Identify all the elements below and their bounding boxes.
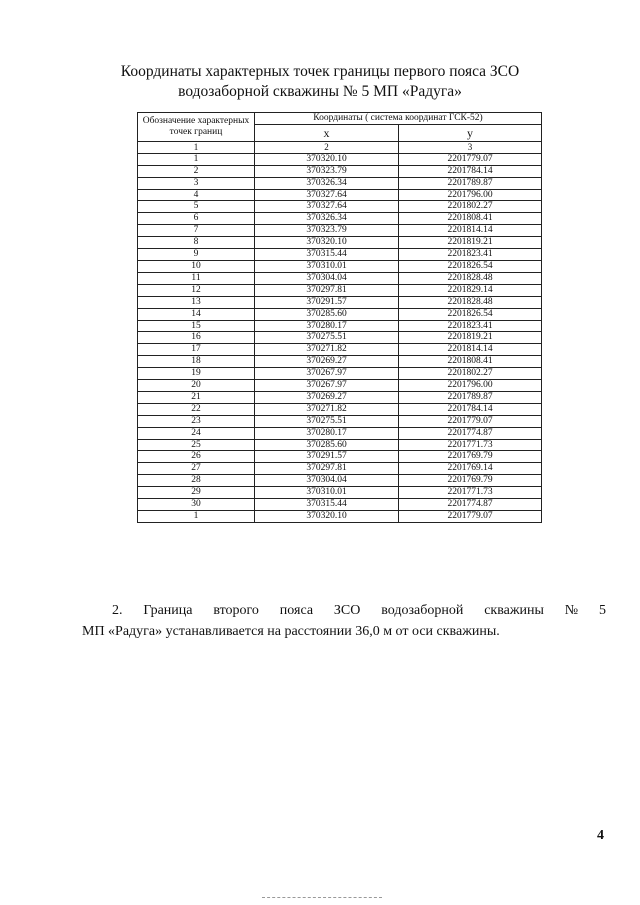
table-row: [138, 249, 542, 261]
x-coordinate-cell: 370275.51: [255, 332, 399, 344]
y-coordinate-cell: 2201769.79: [399, 475, 542, 487]
y-column-header: y: [399, 124, 542, 141]
table-row: [138, 475, 542, 487]
y-coordinate-cell: 2201819.21: [399, 332, 542, 344]
point-number-cell: 17: [138, 344, 255, 356]
y-coordinate-cell: 2201774.87: [399, 499, 542, 511]
x-coordinate-cell: 370267.97: [255, 368, 399, 380]
point-number-cell: 20: [138, 380, 255, 392]
y-coordinate-cell: 2201779.07: [399, 511, 542, 523]
point-number-cell: 8: [138, 237, 255, 249]
point-number-cell: 19: [138, 368, 255, 380]
y-coordinate-cell: 2201774.87: [399, 427, 542, 439]
y-coordinate-cell: 2201814.14: [399, 225, 542, 237]
paragraph-word: 5: [599, 603, 606, 618]
point-number-cell: 22: [138, 403, 255, 415]
point-number-cell: 25: [138, 439, 255, 451]
point-number-cell: 1: [138, 153, 255, 165]
paragraph-word: №: [564, 603, 579, 618]
table-row: [138, 427, 542, 439]
table-row: [138, 189, 542, 201]
y-coordinate-cell: 2201823.41: [399, 320, 542, 332]
paragraph-word: ЗСО: [333, 603, 361, 618]
y-coordinate-cell: 2201828.48: [399, 272, 542, 284]
y-coordinate-cell: 2201808.41: [399, 213, 542, 225]
paragraph-word: скважины: [484, 603, 544, 618]
paragraph-word: Граница: [143, 603, 193, 618]
table-row: [138, 451, 542, 463]
paragraph-line-1: [82, 600, 606, 621]
table-row: [138, 272, 542, 284]
point-number-cell: 23: [138, 415, 255, 427]
x-coordinate-cell: 370327.64: [255, 189, 399, 201]
x-coordinate-cell: 370269.27: [255, 356, 399, 368]
point-number-cell: 12: [138, 284, 255, 296]
y-coordinate-cell: 2201826.54: [399, 260, 542, 272]
table-row: [138, 439, 542, 451]
table-row: [138, 332, 542, 344]
x-coordinate-cell: 370323.79: [255, 225, 399, 237]
point-number-cell: 15: [138, 320, 255, 332]
y-coordinate-cell: 2201814.14: [399, 344, 542, 356]
table-row: [138, 296, 542, 308]
x-coordinate-cell: 370275.51: [255, 415, 399, 427]
point-number-cell: 26: [138, 451, 255, 463]
document-title: [60, 62, 580, 102]
paragraph-word: второго: [213, 603, 259, 618]
paragraph-word: водозаборной: [381, 603, 464, 618]
table-row: [138, 380, 542, 392]
x-coordinate-cell: 370310.01: [255, 260, 399, 272]
x-coordinate-cell: 370327.64: [255, 201, 399, 213]
column-number: 3: [399, 141, 542, 153]
title-line-2: водозаборной скважины № 5 МП «Радуга»: [178, 83, 462, 100]
table-row: [138, 225, 542, 237]
table-row: [138, 391, 542, 403]
point-number-cell: 21: [138, 391, 255, 403]
point-number-cell: 28: [138, 475, 255, 487]
x-coordinate-cell: 370291.57: [255, 296, 399, 308]
table-row: [138, 320, 542, 332]
x-coordinate-cell: 370320.10: [255, 237, 399, 249]
table-row: [138, 177, 542, 189]
table-row: [138, 368, 542, 380]
x-coordinate-cell: 370285.60: [255, 439, 399, 451]
table-row: [138, 415, 542, 427]
x-coordinate-cell: 370285.60: [255, 308, 399, 320]
point-number-cell: 13: [138, 296, 255, 308]
y-coordinate-cell: 2201823.41: [399, 249, 542, 261]
y-coordinate-cell: 2201769.14: [399, 463, 542, 475]
point-number-cell: 18: [138, 356, 255, 368]
x-column-header: x: [255, 124, 399, 141]
y-coordinate-cell: 2201784.14: [399, 403, 542, 415]
point-number-cell: 9: [138, 249, 255, 261]
table-row: [138, 511, 542, 523]
x-coordinate-cell: 370267.97: [255, 380, 399, 392]
page-number: 4: [597, 828, 604, 843]
title-line-1: Координаты характерных точек границы первого пояса ЗСО: [120, 63, 520, 80]
point-number-cell: 10: [138, 260, 255, 272]
y-coordinate-cell: 2201779.07: [399, 415, 542, 427]
x-coordinate-cell: 370320.10: [255, 153, 399, 165]
y-coordinate-cell: 2201808.41: [399, 356, 542, 368]
y-coordinate-cell: 2201779.07: [399, 153, 542, 165]
point-number-cell: 7: [138, 225, 255, 237]
x-coordinate-cell: 370271.82: [255, 344, 399, 356]
table-row: [138, 344, 542, 356]
x-coordinate-cell: 370271.82: [255, 403, 399, 415]
x-coordinate-cell: 370297.81: [255, 463, 399, 475]
y-coordinate-cell: 2201784.14: [399, 165, 542, 177]
x-coordinate-cell: 370326.34: [255, 213, 399, 225]
coordinates-system-header: Координаты ( система координат ГСК-52): [255, 113, 542, 125]
point-designation-header: Обозначение характерных точек границ: [138, 113, 255, 142]
x-coordinate-cell: 370326.34: [255, 177, 399, 189]
y-coordinate-cell: 2201826.54: [399, 308, 542, 320]
point-number-cell: 29: [138, 487, 255, 499]
point-number-cell: 27: [138, 463, 255, 475]
y-coordinate-cell: 2201789.87: [399, 177, 542, 189]
column-number-row: [138, 141, 542, 153]
y-coordinate-cell: 2201771.73: [399, 439, 542, 451]
column-number: 2: [255, 141, 399, 153]
point-number-cell: 1: [138, 511, 255, 523]
coordinates-table: [137, 112, 542, 523]
x-coordinate-cell: 370320.10: [255, 511, 399, 523]
point-number-cell: 6: [138, 213, 255, 225]
point-number-cell: 5: [138, 201, 255, 213]
paragraph-number: 2.: [112, 603, 123, 618]
table-row: [138, 153, 542, 165]
table-row: [138, 308, 542, 320]
point-number-cell: 3: [138, 177, 255, 189]
point-number-cell: 2: [138, 165, 255, 177]
point-number-cell: 4: [138, 189, 255, 201]
y-coordinate-cell: 2201796.00: [399, 380, 542, 392]
x-coordinate-cell: 370315.44: [255, 499, 399, 511]
table-row: [138, 237, 542, 249]
y-coordinate-cell: 2201829.14: [399, 284, 542, 296]
y-coordinate-cell: 2201828.48: [399, 296, 542, 308]
table-row: [138, 403, 542, 415]
table-row: [138, 284, 542, 296]
x-coordinate-cell: 370297.81: [255, 284, 399, 296]
table-row: [138, 260, 542, 272]
point-number-cell: 11: [138, 272, 255, 284]
y-coordinate-cell: 2201819.21: [399, 237, 542, 249]
point-number-cell: 16: [138, 332, 255, 344]
x-coordinate-cell: 370291.57: [255, 451, 399, 463]
x-coordinate-cell: 370269.27: [255, 391, 399, 403]
x-coordinate-cell: 370304.04: [255, 272, 399, 284]
x-coordinate-cell: 370323.79: [255, 165, 399, 177]
second-zone-paragraph: [82, 600, 606, 642]
paragraph-word: пояса: [279, 603, 314, 618]
y-coordinate-cell: 2201769.79: [399, 451, 542, 463]
y-coordinate-cell: 2201796.00: [399, 189, 542, 201]
column-number: 1: [138, 141, 255, 153]
table-row: [138, 201, 542, 213]
x-coordinate-cell: 370280.17: [255, 427, 399, 439]
footer-divider: [262, 897, 382, 898]
x-coordinate-cell: 370280.17: [255, 320, 399, 332]
table-row: [138, 165, 542, 177]
point-number-cell: 24: [138, 427, 255, 439]
point-number-cell: 14: [138, 308, 255, 320]
table-row: [138, 487, 542, 499]
x-coordinate-cell: 370315.44: [255, 249, 399, 261]
x-coordinate-cell: 370304.04: [255, 475, 399, 487]
table-row: [138, 463, 542, 475]
y-coordinate-cell: 2201789.87: [399, 391, 542, 403]
x-coordinate-cell: 370310.01: [255, 487, 399, 499]
table-row: [138, 499, 542, 511]
table-row: [138, 356, 542, 368]
y-coordinate-cell: 2201802.27: [399, 201, 542, 213]
y-coordinate-cell: 2201802.27: [399, 368, 542, 380]
paragraph-line-2: МП «Радуга» устанавливается на расстоянии 36,0 м от оси скважины.: [82, 624, 500, 639]
table-row: [138, 213, 542, 225]
y-coordinate-cell: 2201771.73: [399, 487, 542, 499]
point-number-cell: 30: [138, 499, 255, 511]
